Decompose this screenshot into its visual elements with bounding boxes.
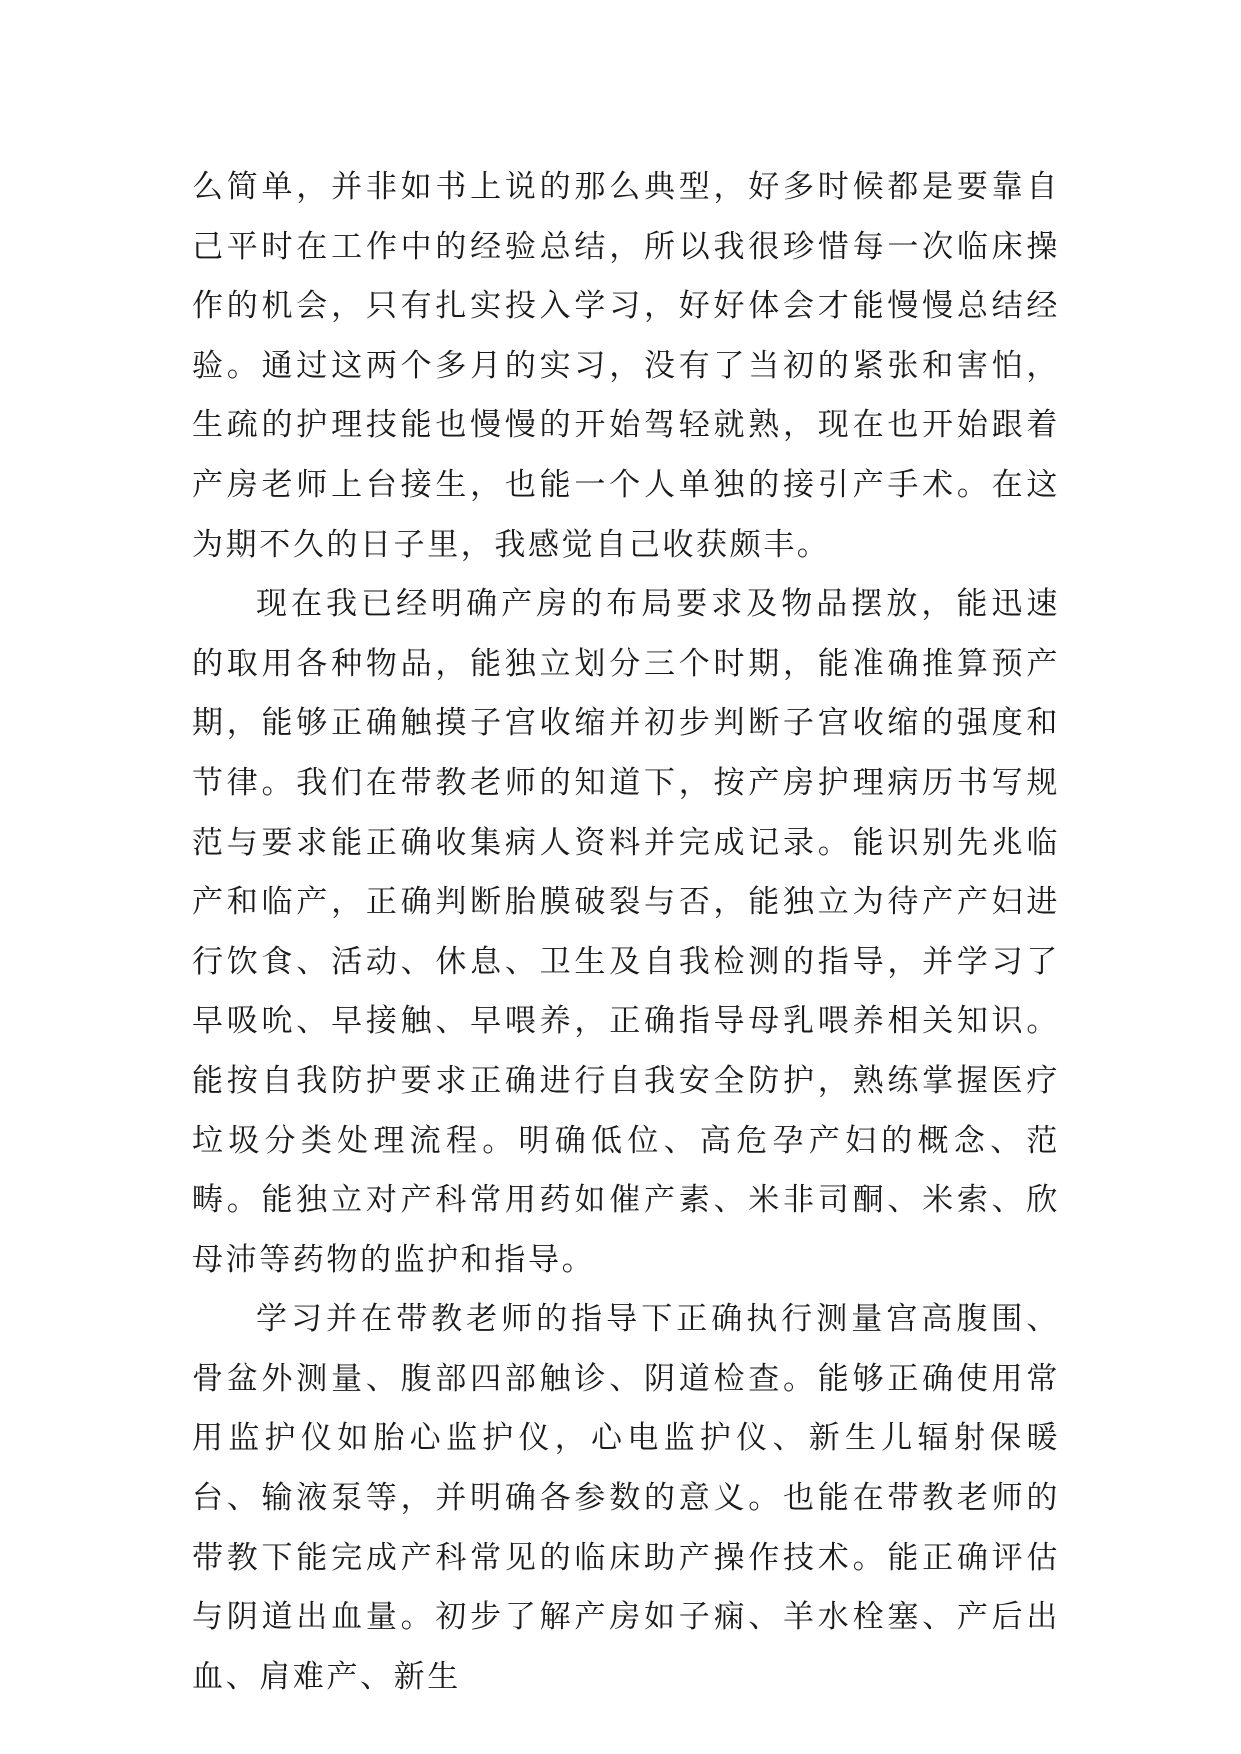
- paragraph-1: 么简单，并非如书上说的那么典型，好多时候都是要靠自己平时在工作中的经验总结，所以我很珍惜每一次临床操作的机会，只有扎实投入学习，好好体会才能慢慢总结经验。通过这两个多月的实习，没有了当初的紧张和害怕，生疏的护理技能也慢慢的开始驾轻就熟，现在也开始跟着产房老师上台接生，也能一个人单独的接引产手术。在这为期不久的日子里，我感觉自己收获颇丰。: [192, 169, 1060, 563]
- paragraph-3: 学习并在带教老师的指导下正确执行测量宫高腹围、骨盆外测量、腹部四部触诊、阴道检查。能够正确使用常用监护仪如胎心监护仪，心电监护仪、新生儿辐射保暖台、输液泵等，并明确各参数的意义。也能在带教老师的带教下能完成产科常见的临床助产操作技术。能正确评估与阴道出血量。初步了解产房如子痫、羊水栓塞、产后出血、肩难产、新生: [192, 1301, 1060, 1695]
- paragraph-2: 现在我已经明确产房的布局要求及物品摆放，能迅速的取用各种物品，能独立划分三个时期，能准确推算预产期，能够正确触摸子宫收缩并初步判断子宫收缩的强度和节律。我们在带教老师的知道下，按产房护理病历书写规范与要求能正确收集病人资料并完成记录。能识别先兆临产和临产，正确判断胎膜破裂与否，能独立为待产产妇进行饮食、活动、休息、卫生及自我检测的指导，并学习了早吸吮、早接触、早喂养，正确指导母乳喂养相关知识。能按自我防护要求正确进行自我安全防护，熟练掌握医疗垃圾分类处理流程。明确低位、高危孕产妇的概念、范畴。能独立对产科常用药如催产素、米非司酮、米索、欣母沛等药物的监护和指导。: [192, 586, 1060, 1278]
- body-text: [192, 158, 1060, 1707]
